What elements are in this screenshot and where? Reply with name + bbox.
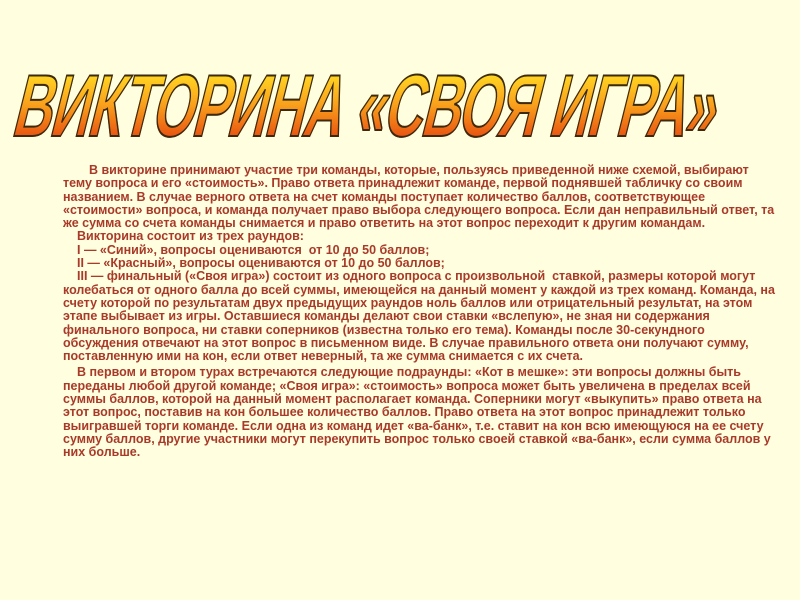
slide-title: ВИКТОРИНА «СВОЯ ИГРА»	[5, 56, 732, 155]
paragraph-round-2-red: II — «Красный», вопросы оцениваются от 10 до 50 баллов;	[77, 256, 445, 271]
paragraph-round-3-final: III — финальный («Своя игра») состоит из одного вопроса с произвольной ставкой, размеры которой могут колебаться от одного балла до всей суммы, имеющейся на данный момент у каждой из трех команд. Команда, на счету которой по результатам двух предыдущих раундов ноль баллов или отрицательный результат, на этом этапе выбывает из игры. Оставшиеся команды делают свои ставки «вслепую», не зная ни содержания финального вопроса, ни ставки соперников (известна только его тема). Команды после 30-секундного обсуждения отвечают на этот вопрос в письменном виде. В случае правильного ответа они получают сумму, поставленную ими на кон, если ответ неверный, та же сумма снимается с их счета.	[63, 269, 779, 364]
body-text	[63, 163, 779, 460]
paragraph-round-1-blue: I — «Синий», вопросы оцениваются от 10 до 50 баллов;	[77, 242, 430, 257]
paragraph-intro: В викторине принимают участие три команды, которые, пользуясь приведенной ниже схемой, выбирают тему вопроса и его «стоимость». Право ответа принадлежит команде, первой поднявшей табличку со своим названием. В случае верного ответа на счет команды поступает количество баллов, соответствующее «стоимости» вопроса, и команда получает право выбора следующего вопроса. Если дан неправильный ответ, та же сумма со счета команды снимается и право ответить на этот вопрос переходит к другим командам.	[63, 163, 778, 231]
paragraph-subrounds: В первом и втором турах встречаются следующие подраунды: «Кот в мешке»: эти вопросы должны быть переданы любой другой команде; «Своя игра»: «стоимость» вопроса может быть увеличена в пределах всей суммы баллов, которой на данный момент располагает команда. Соперники могут «выкупить» право ответа на этот вопрос, поставив на кон большее количество баллов. Право ответа на этот вопрос принадлежит только выигравшей торги команде. Если одна из команд идет «ва-банк», т.е. ставит на кон всю имеющуюся на ее счету сумму баллов, другие участники могут перекупить вопрос только своей ставкой «ва-банк», если сумма баллов у них больше.	[63, 365, 775, 460]
paragraph-rounds-heading: Викторина состоит из трех раундов:	[77, 229, 304, 244]
